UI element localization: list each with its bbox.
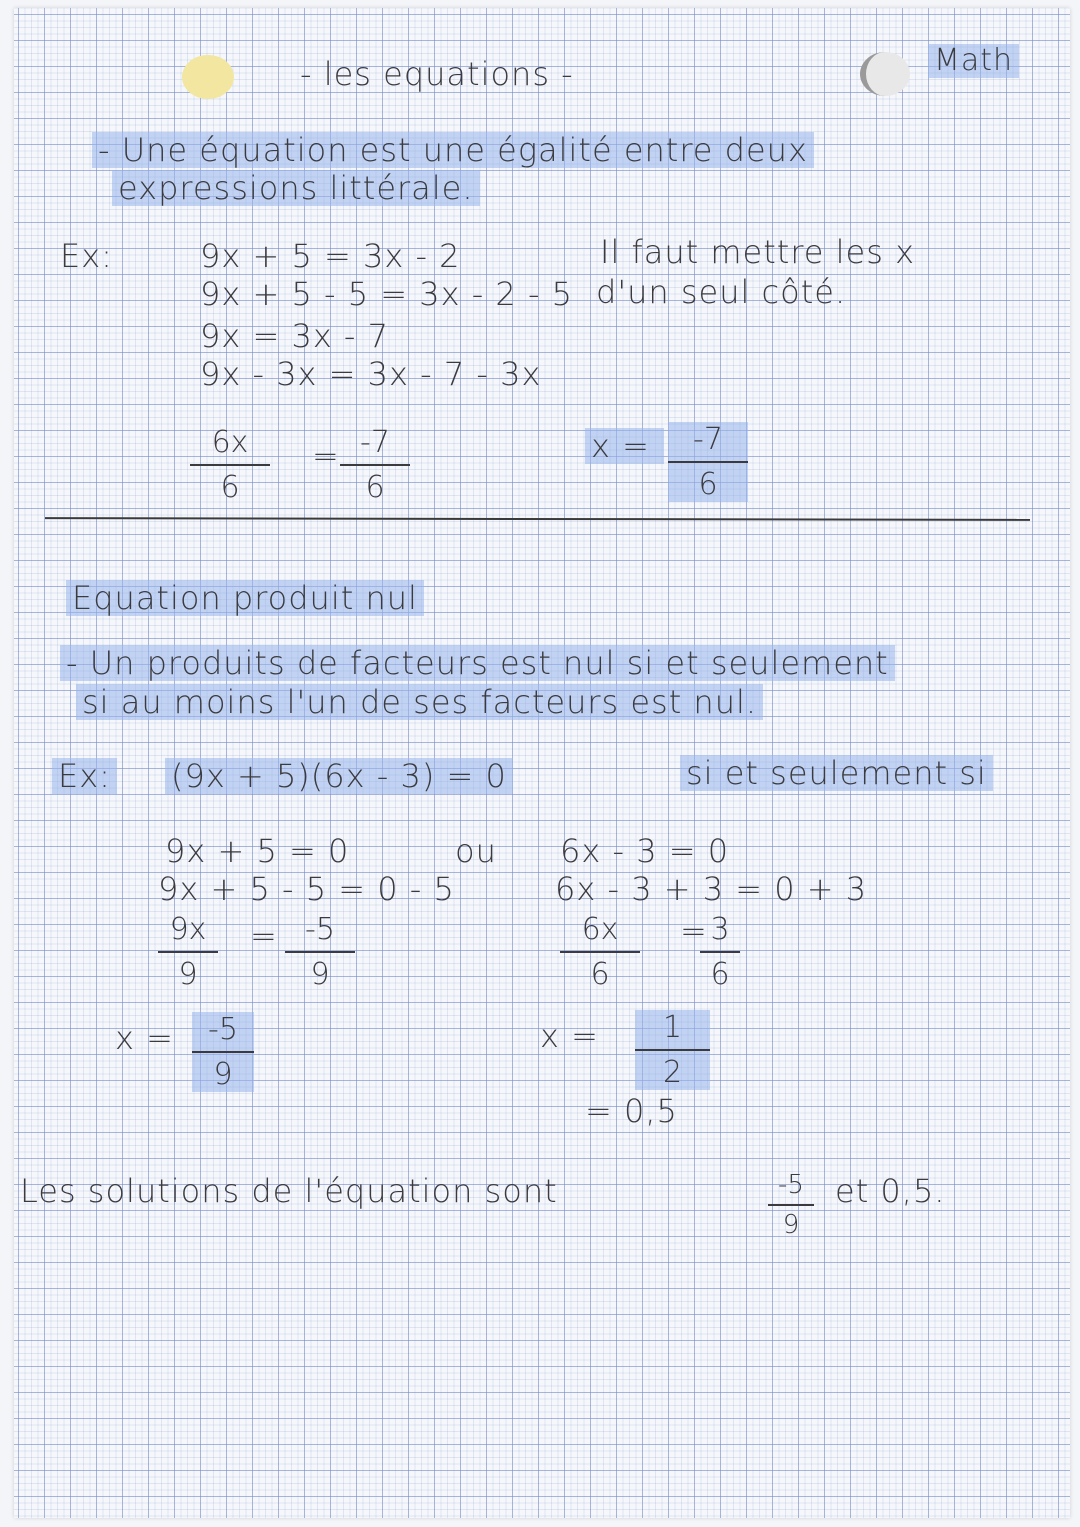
rule-line-2: si au moins l'un de ses facteurs est nul. — [76, 684, 763, 720]
numerator: -5 — [778, 1170, 804, 1200]
denominator: 9 — [178, 957, 198, 992]
numerator: -7 — [360, 425, 390, 460]
numerator: 6x — [581, 912, 619, 947]
denominator: 6 — [365, 470, 385, 505]
right-fraction-right — [700, 912, 740, 992]
right-result-fraction — [635, 1010, 710, 1090]
right-fraction — [560, 912, 640, 992]
definition-line-2: expressions littérale. — [112, 170, 480, 206]
punch-hole — [860, 52, 910, 96]
denominator: 6 — [590, 957, 610, 992]
note-line-1: Il faut mettre les x — [600, 233, 915, 271]
product-equation: (9x + 5)(6x - 3) = 0 — [165, 758, 513, 794]
left-fraction-right — [285, 912, 355, 992]
left-result-fraction — [192, 1012, 254, 1092]
right-step-2: 6x - 3 + 3 = 0 + 3 — [555, 870, 868, 908]
condition-text: si et seulement si — [680, 755, 993, 791]
equals-sign: = — [680, 912, 708, 950]
numerator: 3 — [710, 912, 730, 947]
step-4: 9x - 3x = 3x - 7 - 3x — [200, 355, 542, 393]
denominator: 2 — [662, 1055, 683, 1090]
denominator: 6 — [710, 957, 730, 992]
step-3: 9x = 3x - 7 — [200, 317, 389, 355]
equals-sign: = — [250, 917, 278, 955]
conclusion-tail: et 0,5. — [835, 1172, 946, 1210]
right-result-lhs: x = — [540, 1017, 599, 1055]
denominator: 9 — [310, 957, 330, 992]
subject-label: Math — [928, 44, 1019, 78]
numerator: 9x — [169, 912, 207, 947]
numerator: 6x — [211, 425, 249, 460]
step-1: 9x + 5 = 3x - 2 — [200, 237, 461, 275]
denominator: 6 — [220, 470, 240, 505]
result-fraction — [668, 422, 748, 502]
result-lhs: x = — [585, 428, 664, 464]
left-result-lhs: x = — [115, 1019, 174, 1057]
conclusion-text: Les solutions de l'équation sont — [20, 1172, 558, 1210]
decimal-result: = 0,5 — [585, 1092, 678, 1130]
left-fraction — [158, 912, 218, 992]
denominator: 9 — [213, 1057, 233, 1092]
fraction-left — [190, 425, 270, 505]
definition-line-1: - Une équation est une égalité entre deux — [92, 132, 814, 168]
denominator: 6 — [698, 467, 718, 502]
numerator: 1 — [662, 1010, 683, 1045]
step-2: 9x + 5 - 5 = 3x - 2 - 5 — [200, 275, 574, 313]
left-step-1: 9x + 5 = 0 — [165, 832, 350, 870]
conclusion-fraction — [768, 1170, 814, 1240]
equals-sign: = — [312, 437, 340, 475]
numerator: -5 — [208, 1012, 238, 1047]
example-label-2: Ex: — [52, 758, 117, 794]
rule-line-1: - Un produits de facteurs est nul si et seulement — [60, 645, 895, 681]
numerator: -5 — [305, 912, 335, 947]
fraction-right — [340, 425, 410, 505]
section-heading: Equation produit nul — [66, 580, 424, 616]
yellow-dot — [182, 55, 234, 99]
page-title: - les equations - — [300, 55, 574, 93]
left-step-2: 9x + 5 - 5 = 0 - 5 — [158, 870, 455, 908]
note-line-2: d'un seul côté. — [596, 273, 847, 311]
numerator: -7 — [693, 422, 723, 457]
right-step-1: 6x - 3 = 0 — [560, 832, 730, 870]
example-label: Ex: — [60, 237, 113, 275]
denominator: 9 — [782, 1210, 800, 1240]
or-word: ou — [455, 832, 497, 870]
